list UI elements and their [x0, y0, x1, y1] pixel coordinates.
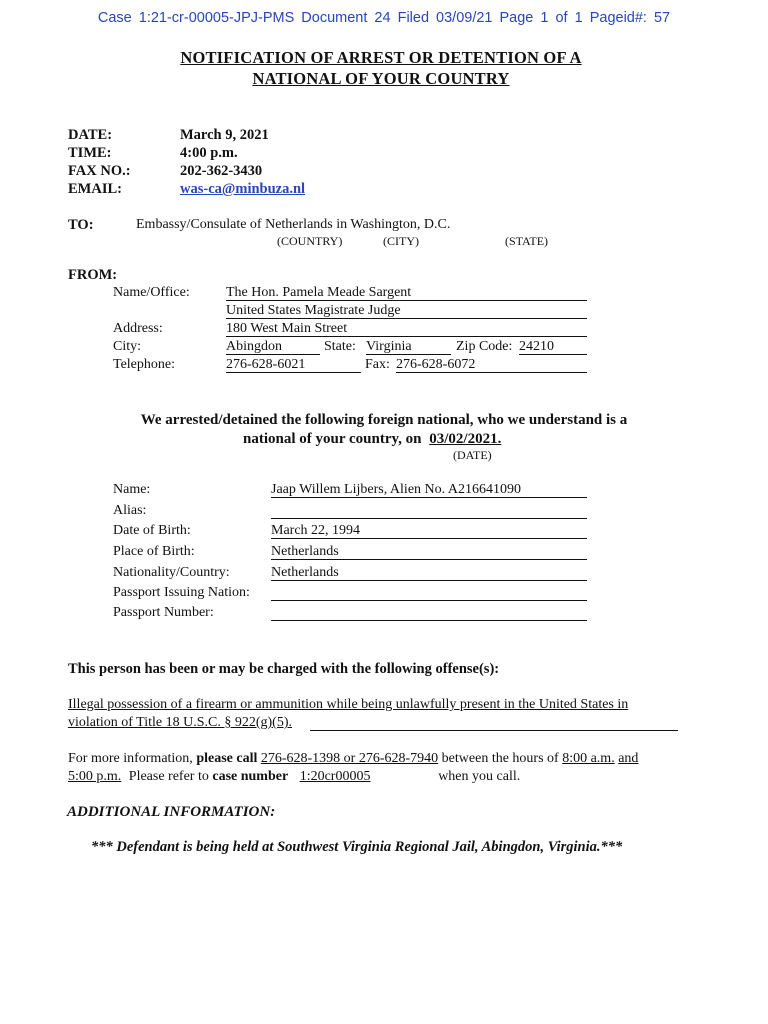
person-name-underline	[271, 497, 587, 498]
state-value: Virginia	[366, 339, 412, 354]
name-office-line-2: United States Magistrate Judge	[226, 303, 401, 318]
to-label: TO:	[68, 217, 94, 233]
start-time: 8:00 a.m.	[562, 751, 615, 766]
nationality-value: Netherlands	[271, 565, 339, 580]
pob-value: Netherlands	[271, 544, 339, 559]
fax-label: FAX NO.:	[68, 163, 131, 179]
person-name-value: Jaap Willem Lijbers, Alien No. A216641090	[271, 482, 521, 497]
contact-info-line-2	[68, 769, 520, 785]
and-text: and	[618, 751, 639, 766]
from-label: FROM:	[68, 267, 118, 283]
arrest-statement-line-2	[243, 431, 501, 448]
from-fax-label: Fax:	[365, 357, 390, 372]
telephone-value: 276-628-6021	[226, 357, 306, 372]
time-label: TIME:	[68, 145, 112, 161]
address-underline	[226, 336, 587, 337]
offense-line-1: Illegal possession of a firearm or ammunition while being unlawfully present in the United States in	[68, 697, 629, 712]
dob-value: March 22, 1994	[271, 523, 361, 538]
arrest-statement-prefix: national of your country, on	[243, 431, 422, 447]
date-value: March 9, 2021	[180, 127, 269, 143]
from-fax-underline	[396, 372, 587, 373]
name-office-line-1: The Hon. Pamela Meade Sargent	[226, 285, 412, 300]
case-number-label: case number	[212, 769, 289, 784]
passport-nation-underline	[271, 600, 587, 601]
arrest-statement-line-1: We arrested/detained the following foreign national, who we understand is a	[140, 412, 628, 428]
person-name-label: Name:	[113, 482, 151, 497]
pob-label: Place of Birth:	[113, 544, 195, 559]
name-office-underline-2	[226, 318, 587, 319]
alias-label: Alias:	[113, 503, 147, 518]
name-office-label: Name/Office:	[113, 285, 190, 300]
from-fax-value: 276-628-6072	[396, 357, 476, 372]
zip-value: 24210	[519, 339, 554, 354]
country-caption: (COUNTRY)	[277, 234, 343, 248]
info-prefix: For more information,	[68, 751, 193, 766]
offense-heading: This person has been or may be charged with the following offense(s):	[68, 661, 500, 677]
document-title-line-1: NOTIFICATION OF ARREST OR DETENTION OF A	[180, 48, 582, 67]
passport-number-label: Passport Number:	[113, 605, 214, 620]
case-number-value: 1:20cr00005	[299, 769, 371, 784]
nationality-label: Nationality/Country:	[113, 565, 230, 580]
email-link[interactable]: was-ca@minbuza.nl	[180, 181, 306, 197]
contact-info-line-1	[68, 751, 638, 767]
time-value: 4:00 p.m.	[180, 145, 238, 161]
offense-line-2: violation of Title 18 U.S.C. § 922(g)(5).	[68, 715, 293, 730]
city-underline	[226, 354, 320, 355]
state-label: State:	[324, 339, 356, 354]
passport-nation-label: Passport Issuing Nation:	[113, 585, 250, 600]
to-recipient: Embassy/Consulate of Netherlands in Washington, D.C.	[136, 217, 451, 232]
document-title-line-2: NATIONAL OF YOUR COUNTRY	[252, 69, 510, 88]
state-caption: (STATE)	[505, 234, 549, 248]
arrest-date-caption: (DATE)	[453, 448, 492, 462]
state-underline	[366, 354, 451, 355]
address-label: Address:	[113, 321, 163, 336]
alias-underline	[271, 518, 587, 519]
end-time: 5:00 p.m.	[68, 769, 122, 784]
court-filing-header: Case 1:21-cr-00005-JPJ-PMS Document 24 Filed 03/09/21 Page 1 of 1 Pageid#: 57	[97, 10, 671, 26]
fax-value: 202-362-3430	[180, 163, 263, 179]
dob-underline	[271, 538, 587, 539]
telephone-underline	[226, 372, 361, 373]
passport-number-underline	[271, 620, 587, 621]
city-value: Abingdon	[226, 339, 282, 354]
zip-label: Zip Code:	[456, 339, 513, 354]
dob-label: Date of Birth:	[113, 523, 191, 538]
pob-underline	[271, 559, 587, 560]
name-office-underline-1	[226, 300, 587, 301]
refer-text: Please refer to	[128, 769, 209, 784]
contact-phones: 276-628-1398 or 276-628-7940	[260, 751, 439, 766]
city-label: City:	[113, 339, 142, 354]
email-label: EMAIL:	[68, 181, 122, 197]
telephone-label: Telephone:	[113, 357, 175, 372]
city-caption: (CITY)	[383, 234, 419, 248]
nationality-underline	[271, 580, 587, 581]
zip-underline	[519, 354, 587, 355]
arrest-date-value: 03/02/2021.	[429, 431, 502, 447]
additional-info-text: *** Defendant is being held at Southwest Virginia Regional Jail, Abingdon, Virginia.***	[91, 839, 623, 855]
offense-underline-fill	[310, 730, 678, 731]
when-you-call-text: when you call.	[438, 769, 521, 784]
additional-info-heading: ADDITIONAL INFORMATION:	[67, 804, 276, 820]
please-call-label: please call	[196, 751, 258, 766]
address-value: 180 West Main Street	[226, 321, 348, 336]
between-hours-text: between the hours of	[441, 751, 559, 766]
date-label: DATE:	[68, 127, 113, 143]
